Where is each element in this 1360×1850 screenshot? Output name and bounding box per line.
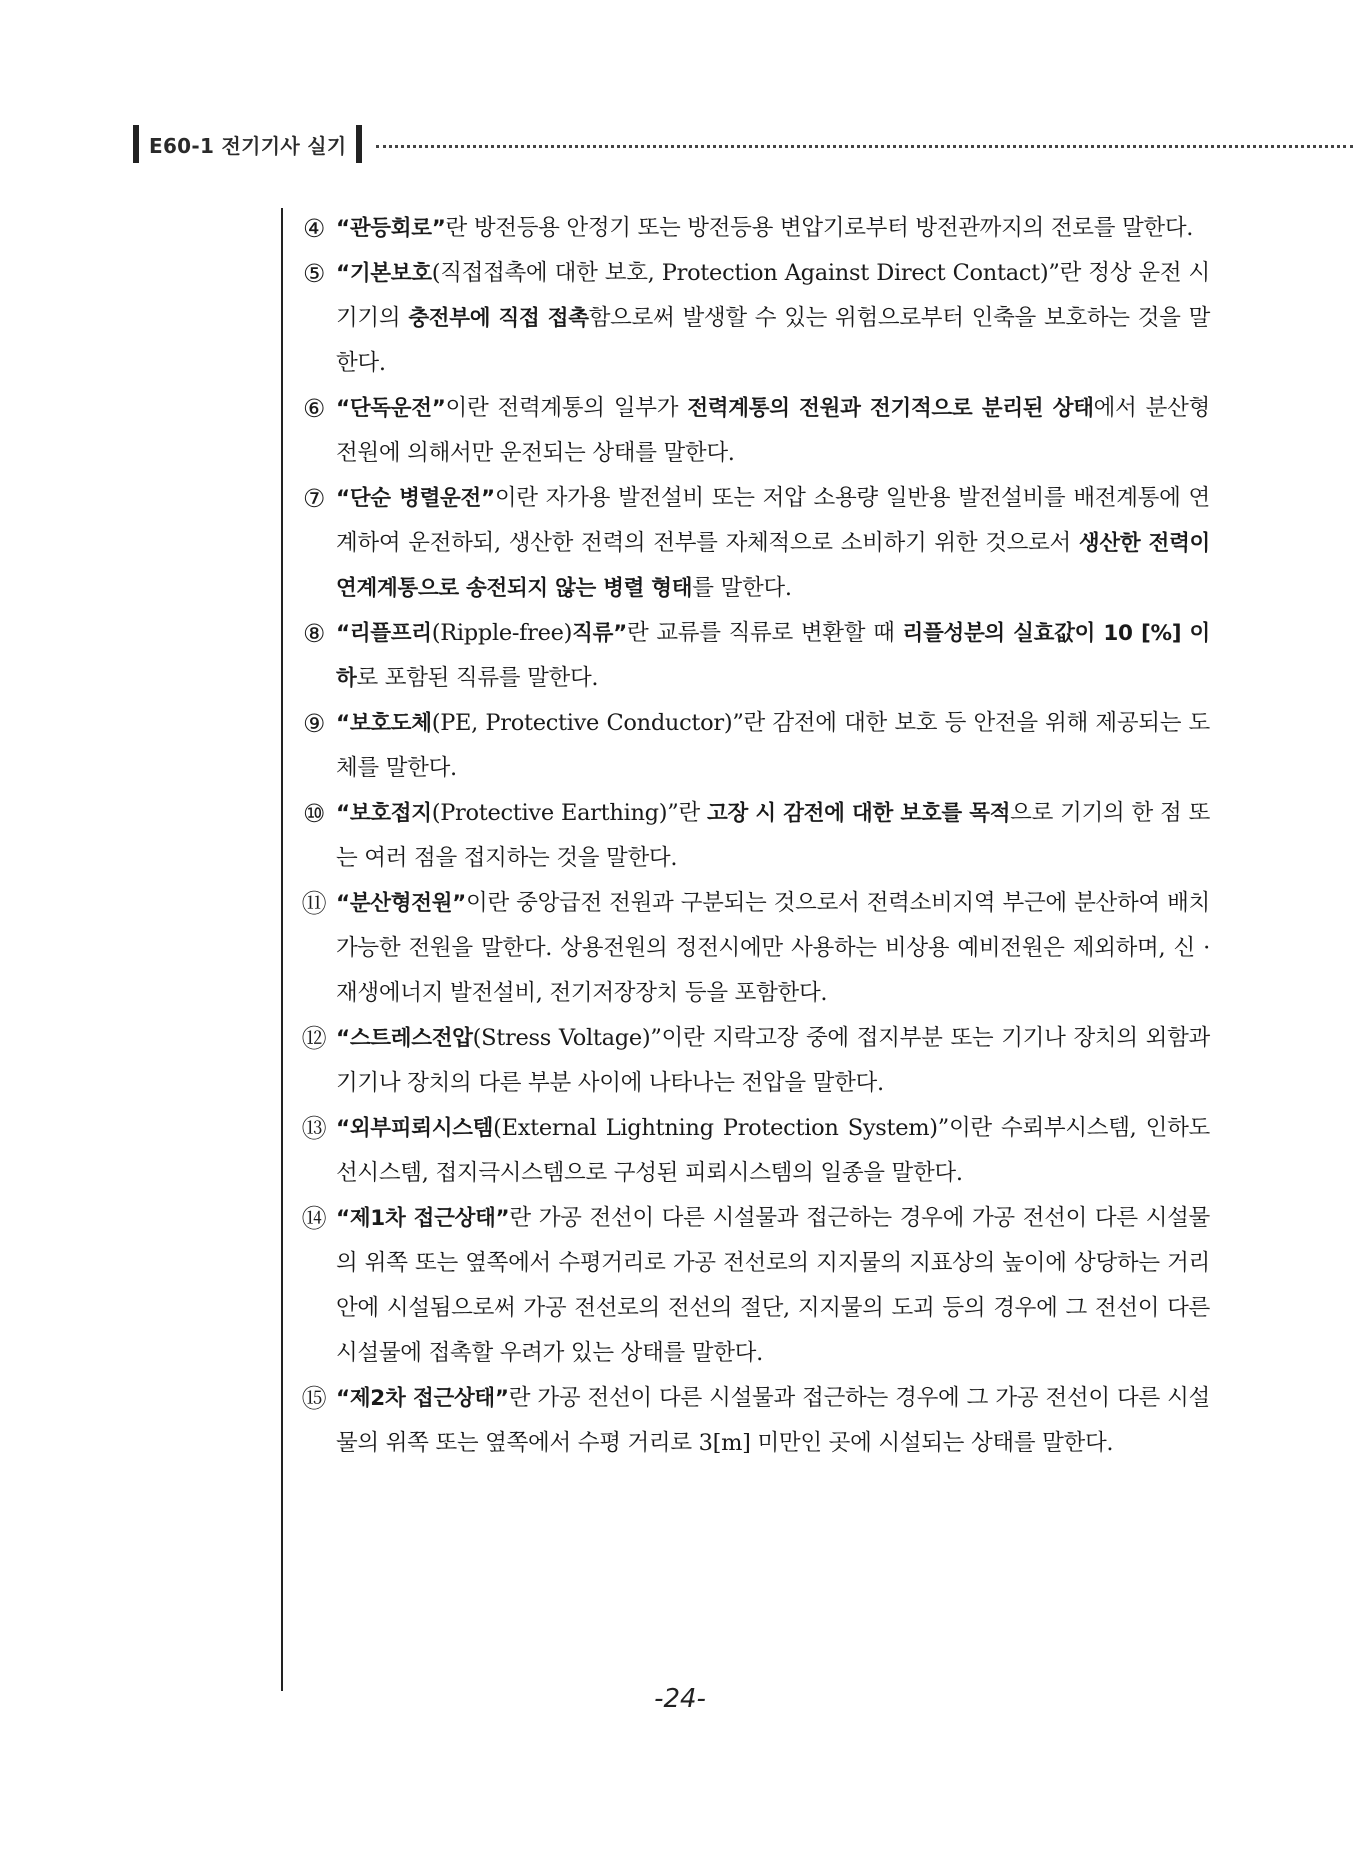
- definition-item-14: [298, 1196, 1210, 1376]
- definition-item-10: [298, 791, 1210, 881]
- definition-text: 이란 전력계통의 일부가: [445, 395, 688, 421]
- item-number: ⑫: [301, 1024, 327, 1053]
- page-header: [133, 126, 1353, 162]
- defined-term: “관등회로”: [336, 216, 446, 241]
- header-left-bar: [133, 125, 139, 163]
- item-number: ⑥: [302, 394, 326, 423]
- definition-text: 함으로써 발생할 수 있는 위험으로부터 인축을 보호하는 것을 말한다.: [336, 305, 1210, 376]
- emphasis-text: 충전부에 직접 접촉: [408, 306, 589, 331]
- defined-term: “분산형전원”: [336, 891, 467, 916]
- defined-term: “스트레스전압: [336, 1026, 473, 1051]
- defined-term: “리플프리: [336, 621, 432, 646]
- page-number: -24-: [654, 1684, 706, 1714]
- emphasis-text: 리플성분의 실효값이 10 [%] 이하: [336, 621, 1211, 691]
- item-number: ⑩: [302, 799, 326, 828]
- definitions-list: [298, 206, 1210, 1466]
- defined-term-suffix: 직류”: [572, 621, 627, 646]
- definition-text: (PE, Protective Conductor)”란 감전에 대한 보호 등 안전을 위해 제공되는 도체를 말한다.: [336, 710, 1210, 781]
- content-vertical-rule: [281, 208, 283, 1691]
- definition-text: 로 포함된 직류를 말한다.: [356, 665, 599, 691]
- item-number: ④: [302, 214, 326, 243]
- definition-text: 으로 기기의 한 점 또는 여러 점을 접지하는 것을 말한다.: [336, 800, 1210, 871]
- header-right-bar: [356, 125, 362, 163]
- header-dotted-line: [376, 145, 1353, 148]
- item-number: ⑪: [301, 889, 327, 918]
- defined-term: “보호접지: [336, 801, 432, 826]
- definition-text: 란 방전등용 안정기 또는 방전등용 변압기로부터 방전관까지의 전로를 말한다.: [445, 215, 1194, 241]
- definition-item-11: [298, 881, 1210, 1016]
- defined-term: “보호도체: [336, 711, 432, 736]
- defined-term: “외부피뢰시스템: [336, 1116, 494, 1141]
- emphasis-text: 생산한 전력이 연계계통으로 송전되지 않는 병렬 형태: [336, 531, 1211, 601]
- item-number: ⑮: [301, 1384, 327, 1413]
- definition-text: (직접접촉에 대한 보호, Protection Against Direct Contact)”란 정상 운전 시 기기의: [336, 260, 1210, 331]
- defined-term: “제1차 접근상태”: [336, 1206, 510, 1231]
- defined-term: “제2차 접근상태”: [336, 1386, 509, 1411]
- definition-text: 를 말한다.: [692, 575, 792, 601]
- item-number: ⑬: [301, 1114, 327, 1143]
- emphasis-text: 고장 시 감전에 대한 보호를 목적: [706, 801, 1011, 826]
- definition-text: 란 가공 전선이 다른 시설물과 접근하는 경우에 가공 전선이 다른 시설물의 위쪽 또는 옆쪽에서 수평거리로 가공 전선로의 지지물의 지표상의 높이에 상당하는 거리 안에 시설됨으로써 가공 전선로의 전선의 절단, 지지물의 도괴 등의 경우에 그 전선이 다른 시설물에 접촉할 우려가 있는 상태를 말한다.: [336, 1205, 1210, 1366]
- item-number: ⑤: [302, 259, 326, 288]
- definition-item-4: [298, 206, 1210, 251]
- definition-text: (External Lightning Protection System)”이란 수뢰부시스템, 인하도선시스템, 접지극시스템으로 구성된 피뢰시스템의 일종을 말한다.: [336, 1115, 1210, 1186]
- defined-term: “단순 병렬운전”: [336, 486, 495, 511]
- definition-text: 란 가공 전선이 다른 시설물과 접근하는 경우에 그 가공 전선이 다른 시설물의 위쪽 또는 옆쪽에서 수평 거리로 3[m] 미만인 곳에 시설되는 상태를 말한다.: [336, 1385, 1210, 1456]
- definition-text: 이란 중앙급전 전원과 구분되는 것으로서 전력소비지역 부근에 분산하여 배치 가능한 전원을 말한다. 상용전원의 정전시에만 사용하는 비상용 예비전원은 제외하며, 신 · 재생에너지 발전설비, 전기저장장치 등을 포함한다.: [336, 890, 1210, 1006]
- emphasis-text: 전력계통의 전원과 전기적으로 분리된 상태: [687, 396, 1094, 421]
- definition-item-8: [298, 611, 1210, 701]
- item-number: ⑦: [302, 484, 326, 513]
- definition-item-9: [298, 701, 1210, 791]
- item-number: ⑭: [301, 1204, 327, 1233]
- defined-term: “단독운전”: [336, 396, 446, 421]
- header-title: E60-1 전기기사 실기: [149, 133, 347, 158]
- definition-item-7: [298, 476, 1210, 611]
- definition-text: (Ripple-free): [431, 620, 573, 646]
- definition-item-5: [298, 251, 1210, 386]
- definition-text: (Protective Earthing)”란: [431, 800, 707, 826]
- definition-item-13: [298, 1106, 1210, 1196]
- definition-text: 란 교류를 직류로 변환할 때: [626, 620, 903, 646]
- defined-term: “기본보호: [336, 261, 432, 286]
- item-number: ⑧: [302, 619, 326, 648]
- definition-item-6: [298, 386, 1210, 476]
- item-number: ⑨: [302, 709, 326, 738]
- definition-text: 이란 자가용 발전설비 또는 저압 소용량 일반용 발전설비를 배전계통에 연계하여 운전하되, 생산한 전력의 전부를 자체적으로 소비하기 위한 것으로서: [336, 485, 1210, 556]
- definition-item-15: [298, 1376, 1210, 1466]
- definition-item-12: [298, 1016, 1210, 1106]
- definition-text: (Stress Voltage)”이란 지락고장 중에 접지부분 또는 기기나 장치의 외함과 기기나 장치의 다른 부분 사이에 나타나는 전압을 말한다.: [336, 1025, 1210, 1096]
- definition-text: 에서 분산형전원에 의해서만 운전되는 상태를 말한다.: [336, 395, 1210, 466]
